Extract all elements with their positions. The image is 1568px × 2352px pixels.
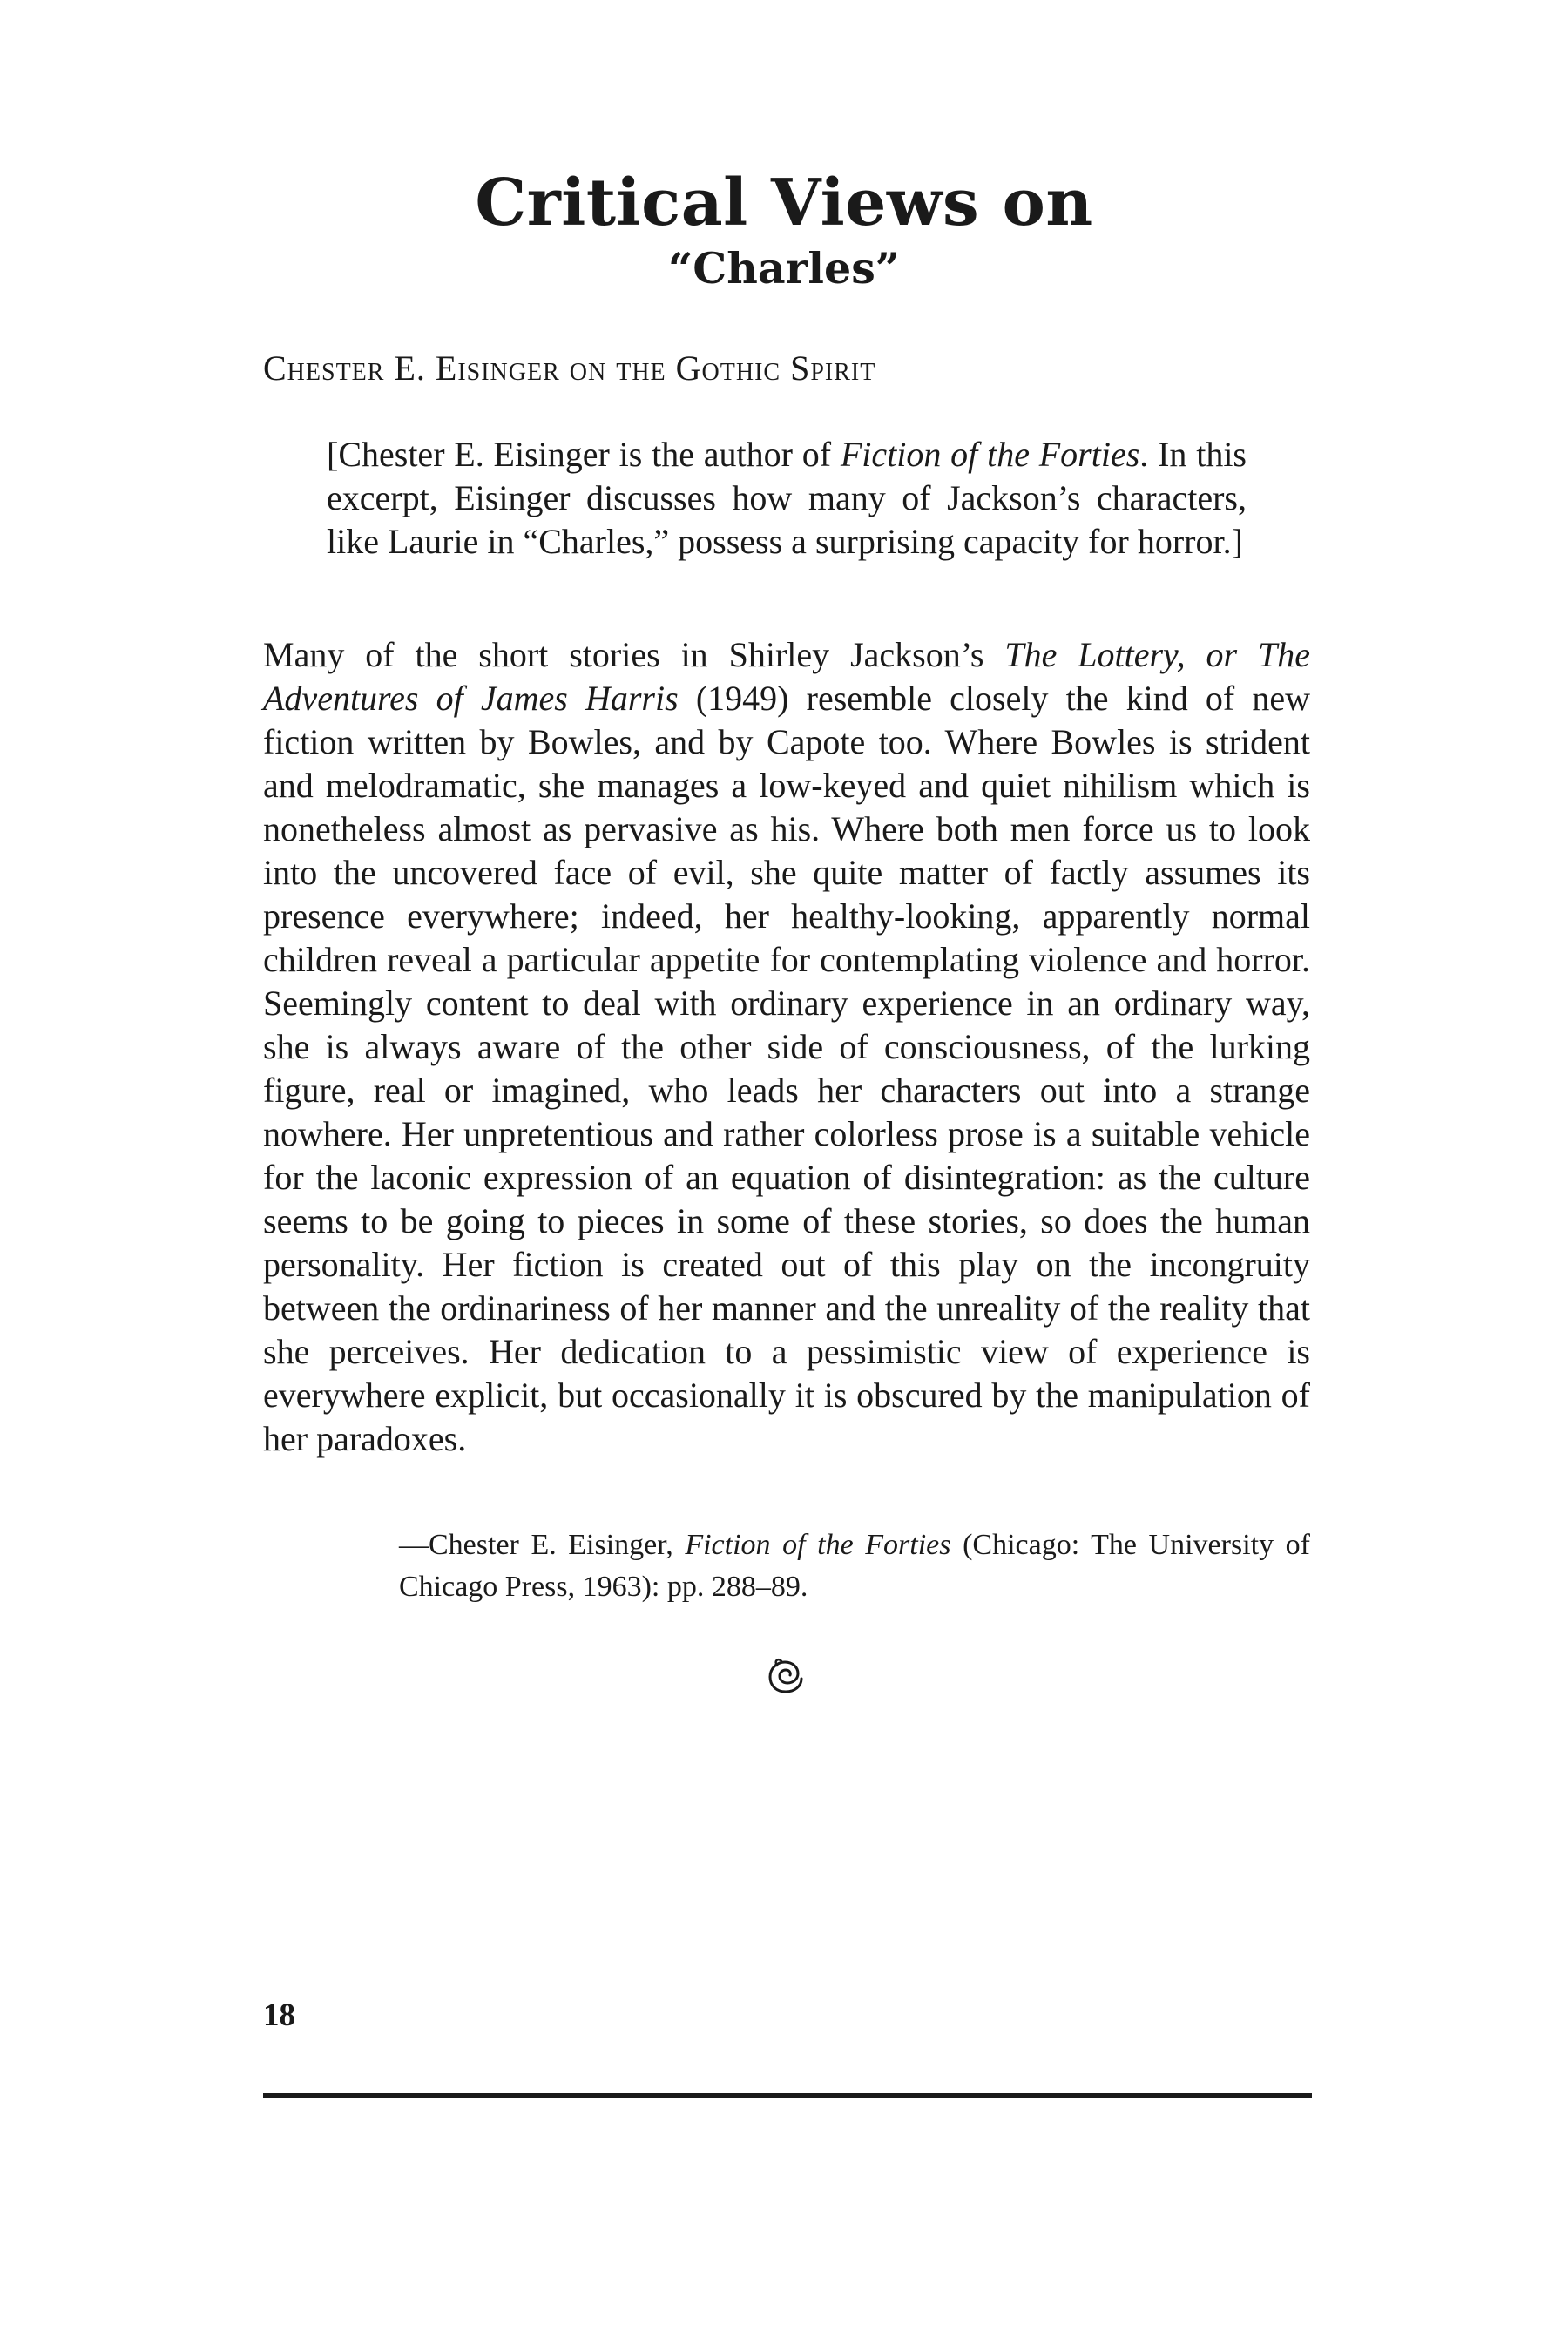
excerpt-paragraph [263, 633, 1310, 1461]
intro-text-end: . In this excerpt, Eisinger discusses how many of Jackson’s characters, like Laurie in “Charles,” possess a surprising capacity for horror.] [327, 435, 1247, 561]
page-number: 18 [263, 1997, 295, 2033]
citation-book-title: Fiction of the Forties [685, 1529, 951, 1561]
chapter-title: Critical Views on [475, 166, 1093, 240]
chapter-subtitle: “Charles” [668, 243, 900, 294]
excerpt-text-end: (1949) resemble closely the kind of new fiction written by Bowles, and by Capote too. Where Bowles is strident and melodramatic, she manages a low-keyed and quiet nihilism which is nonetheless almost as pervasive as his. Where both men force us to look into the uncovered face of evil, she quite matter of factly assumes its presence everywhere; indeed, her healthy-looking, apparently normal children reveal a particular appetite for contemplating violence and horror. Seemingly content to deal with ordinary experience in an ordinary way, she is always aware of the other side of consciousness, of the lurking figure, real or imagined, who leads her characters out into a strange nowhere. Her unpretentious and rather colorless prose is a suitable vehicle for the laconic expression of an equation of disintegration: as the culture seems to be going to pieces in some of these stories, so does the human personality. Her fiction is created out of this play on the incongruity between the ordinariness of her manner and the unreality of the reality that she perceives. Her dedication to a pessimistic view of experience is everywhere explicit, but occasionally it is obscured by the manipulation of her paradoxes. [263, 679, 1310, 1458]
citation-text-start: —Chester E. Eisinger, [399, 1529, 686, 1561]
footer-rule [263, 2093, 1312, 2098]
excerpt-book-title: The Lottery, or The Adventures of James Harris [263, 635, 1311, 718]
excerpt-text-start: Many of the short stories in Shirley Jackson’s [263, 635, 1005, 674]
section-heading: Chester E. Eisinger on the Gothic Spirit [263, 348, 876, 388]
chapter-title-block [0, 164, 1568, 294]
source-citation [399, 1524, 1310, 1608]
intro-text-start: [Chester E. Eisinger is the author of [327, 435, 841, 474]
citation-text-end: (Chicago: The University of Chicago Press, 1963): pp. 288–89. [399, 1529, 1310, 1603]
intro-book-title: Fiction of the Forties [840, 435, 1140, 474]
swirl-ornament-icon [765, 1655, 807, 1697]
editor-introduction [327, 433, 1247, 564]
